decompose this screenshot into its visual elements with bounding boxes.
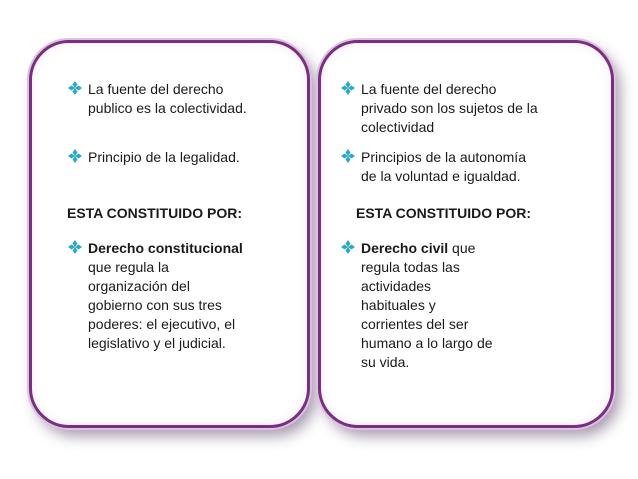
- right-heading: ESTA CONSTITUIDO POR:: [356, 205, 531, 221]
- right-item-3-first-rest: que: [448, 240, 476, 256]
- right-item-3-first-line: [361, 239, 601, 258]
- left-item-1: [68, 80, 308, 118]
- right-item-3-line-3: habituales y: [361, 297, 436, 313]
- four-diamond-bullet-icon: [341, 81, 355, 95]
- right-item-1-line-1: La fuente del derecho: [361, 81, 497, 97]
- four-diamond-bullet-icon: [68, 149, 82, 163]
- left-item-2: [68, 148, 308, 167]
- left-heading: ESTA CONSTITUIDO POR:: [67, 205, 242, 221]
- left-item-3-line-2: organización del: [88, 278, 190, 294]
- left-item-3: [68, 239, 308, 353]
- left-item-2-line-1: Principio de la legalidad.: [88, 149, 240, 165]
- right-item-3-line-2: actividades: [361, 278, 432, 294]
- left-item-3-line-5: legislativo y el judicial.: [88, 335, 226, 351]
- right-item-1: [341, 80, 601, 137]
- right-item-3-line-1: regula todas las: [361, 259, 460, 275]
- right-item-3-bold: Derecho civil: [361, 240, 449, 256]
- right-item-3: [341, 239, 601, 372]
- left-item-3-line-3: gobierno con sus tres: [88, 297, 222, 313]
- right-item-1-line-3: colectividad: [361, 119, 435, 135]
- left-item-1-line-2: publico es la colectividad.: [88, 100, 247, 116]
- right-item-2-line-2: de la voluntad e igualdad.: [361, 168, 521, 184]
- right-item-3-line-5: humano a lo largo de: [361, 335, 493, 351]
- right-item-2-line-1: Principios de la autonomía: [361, 149, 526, 165]
- right-item-1-line-2: privado son los sujetos de la: [361, 100, 538, 116]
- left-item-3-line-4: poderes: el ejecutivo, el: [88, 316, 236, 332]
- four-diamond-bullet-icon: [341, 149, 355, 163]
- right-item-3-line-4: corrientes del ser: [361, 316, 469, 332]
- left-item-3-bold: Derecho constitucional: [88, 240, 243, 256]
- left-item-1-line-1: La fuente del derecho: [88, 81, 224, 97]
- four-diamond-bullet-icon: [68, 81, 82, 95]
- left-item-3-line-1: que regula la: [88, 259, 169, 275]
- four-diamond-bullet-icon: [68, 240, 82, 254]
- four-diamond-bullet-icon: [341, 240, 355, 254]
- right-item-2: [341, 148, 601, 186]
- right-item-3-line-6: su vida.: [361, 354, 410, 370]
